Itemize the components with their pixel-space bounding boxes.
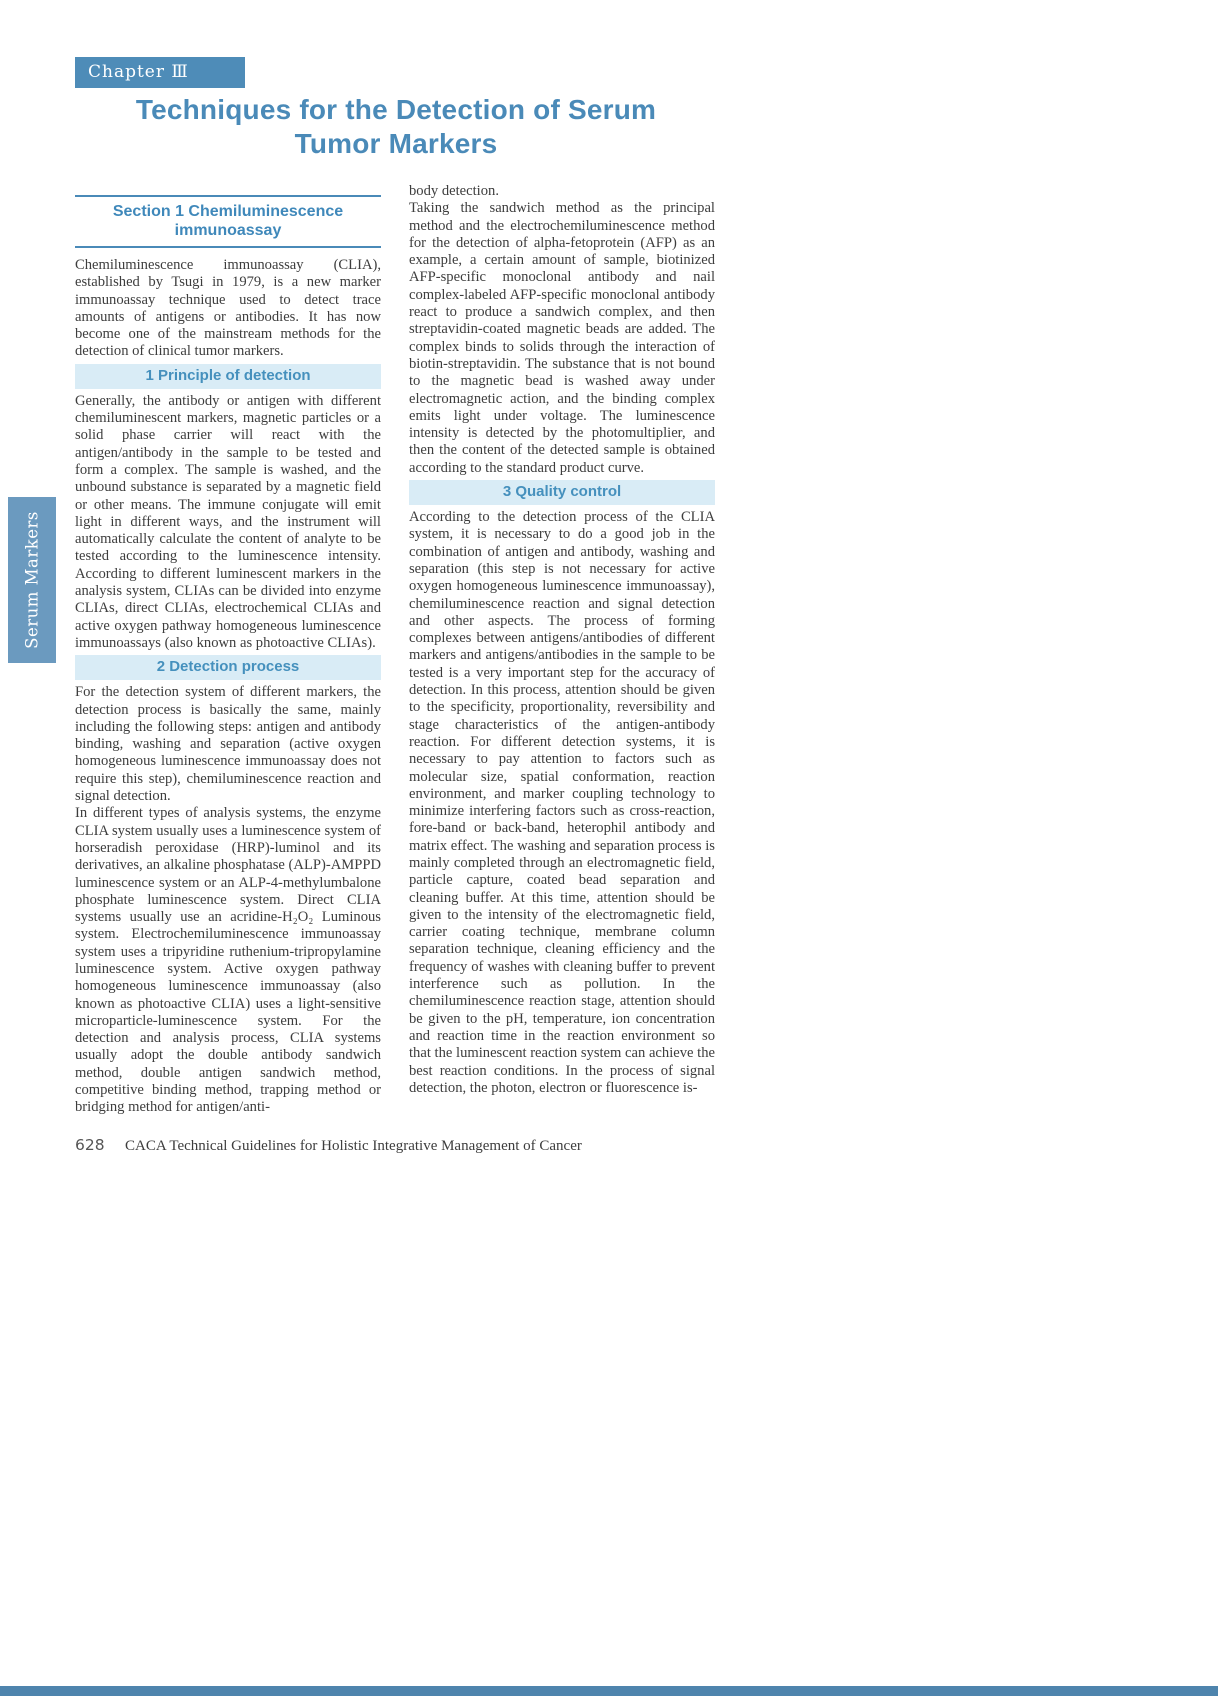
footer-page-number: 628	[75, 1136, 105, 1154]
subheading-principle-of-detection: 1 Principle of detection	[75, 364, 381, 389]
sidebar-tab-label: Serum Markers	[22, 511, 42, 649]
chapter-badge: Chapter Ⅲ	[75, 57, 245, 88]
paragraph-process-1: For the detection system of different markers, the detection process is basically the same, mainly including the following steps: antigen and antibody binding, washing and separation (active oxygen homogeneous luminescence immunoassay does not require this step), chemiluminescence reaction and signal detection.	[75, 684, 381, 805]
paragraph-sandwich-method: Taking the sandwich method as the principal method and the electrochemiluminescence method for the detection of alpha-fetoprotein (AFP) as an example, a certain amount of sample, biotinized AFP-specific monoclonal antibody and nail complex-labeled AFP-specific monoclonal antibody react to produce a sandwich complex, and then streptavidin-coated magnetic beads are added. The complex binds to solids through the interaction of biotin-streptavidin. The substance that is not bound to the magnetic bead is washed away under electromagnetic action, and the binding complex emits light under voltage. The luminescence intensity is detected by the photomultiplier, and then the content of the detected sample is obtained according to the standard product curve.	[409, 200, 715, 476]
paragraph-intro: Chemiluminescence immunoassay (CLIA), established by Tsugi in 1979, is a new marker immunoassay technique used to detect trace amounts of antigens or antibodies. It has now become one of the mainstream methods for the detection of clinical tumor markers.	[75, 257, 381, 360]
page-title-line2: Tumor Markers	[294, 128, 498, 159]
section-heading	[75, 195, 381, 248]
paragraph-quality-control: According to the detection process of the CLIA system, it is necessary to do a good job in the combination of antigen and antibody, washing and separation (this step is not necessary for active oxygen homogeneous luminescence immunoassay), chemiluminescence reaction and signal detection and other aspects. The process of forming complexes between antigens/antibodies of different markers and antigens/antibodies in the sample to be tested is a very important step for the accuracy of detection. In this process, attention should be given to the specificity, proportionality, reversibility and stage characteristics of the antigen-antibody reaction. For different detection systems, it is necessary to pay attention to factors such as molecular size, spatial conformation, reaction environment, and marker coupling technology to minimize interfering factors such as cross-reaction, fore-band or back-band, heterophil antibody and matrix effect. The washing and separation process is mainly completed through an electromagnetic field, particle capture, coated bead separation and cleaning buffer. At this time, attention should be given to the intensity of the electromagnetic field, carrier coating technique, membrane column separation technique, cleaning efficiency and the frequency of washes with cleaning buffer to prevent interference such as pollution. In the chemiluminescence reaction stage, attention should be given to the pH, temperature, ion concentration and reaction time in the reaction environment so that the luminescent reaction system can achieve the best reaction conditions. In the process of signal detection, the photon, electron or fluorescence is-	[409, 509, 715, 1096]
paragraph-continuation: body detection.	[409, 183, 499, 199]
subheading-detection-process: 2 Detection process	[75, 655, 381, 680]
page-title	[75, 93, 717, 161]
right-column	[409, 183, 715, 1097]
paragraph-process-2: In different types of analysis systems, the enzyme CLIA system usually uses a luminescence system of horseradish peroxidase (HRP)-luminol and its derivatives, an alkaline phosphatase (ALP)-AMPPD luminescence system or an ALP-4-methylumbalone phosphate luminescence system. Direct CLIA systems usually use an acridine-H₂O₂ Luminous system. Electrochemiluminescence immunoassay system uses a tripyridine ruthenium-tripropylamine luminescence system. Active oxygen pathway homogeneous luminescence immunoassay (also known as photoactive CLIA) uses a light-sensitive microparticle-luminescence system. For the detection and analysis process, CLIA systems usually adopt the double antibody sandwich method, double antigen sandwich method, competitive binding method, trapping method or bridging method for antigen/anti-	[75, 805, 381, 1116]
footer-text: CACA Technical Guidelines for Holistic Integrative Management of Cancer	[125, 1138, 582, 1154]
paragraph-principle: Generally, the antibody or antigen with different chemiluminescent markers, magnetic particles or a solid phase carrier will react with the antigen/antibody in the sample to be tested and form a complex. The sample is washed, and the unbound substance is separated by a magnetic field or other means. The immune conjugate will emit light in different ways, and the instrument will automatically calculate the content of analyte to be tested according to the luminescence intensity. According to different luminescent markers in the analysis system, CLIAs can be divided into enzyme CLIAs, direct CLIAs, electrochemical CLIAs and active oxygen pathway homogeneous luminescence immunoassays (also known as photoactive CLIAs).	[75, 392, 381, 651]
page-footer	[75, 1136, 717, 1155]
page-title-line1: Techniques for the Detection of Serum	[135, 94, 657, 125]
subheading-quality-control: 3 Quality control	[409, 480, 715, 505]
left-column	[75, 195, 381, 1117]
sidebar-tab-serum-markers	[8, 497, 56, 663]
section-heading-line2: immunoassay	[174, 222, 282, 239]
bottom-edge-bar	[0, 1686, 1218, 1696]
section-heading-line1: Section 1 Chemiluminescence	[112, 203, 344, 220]
